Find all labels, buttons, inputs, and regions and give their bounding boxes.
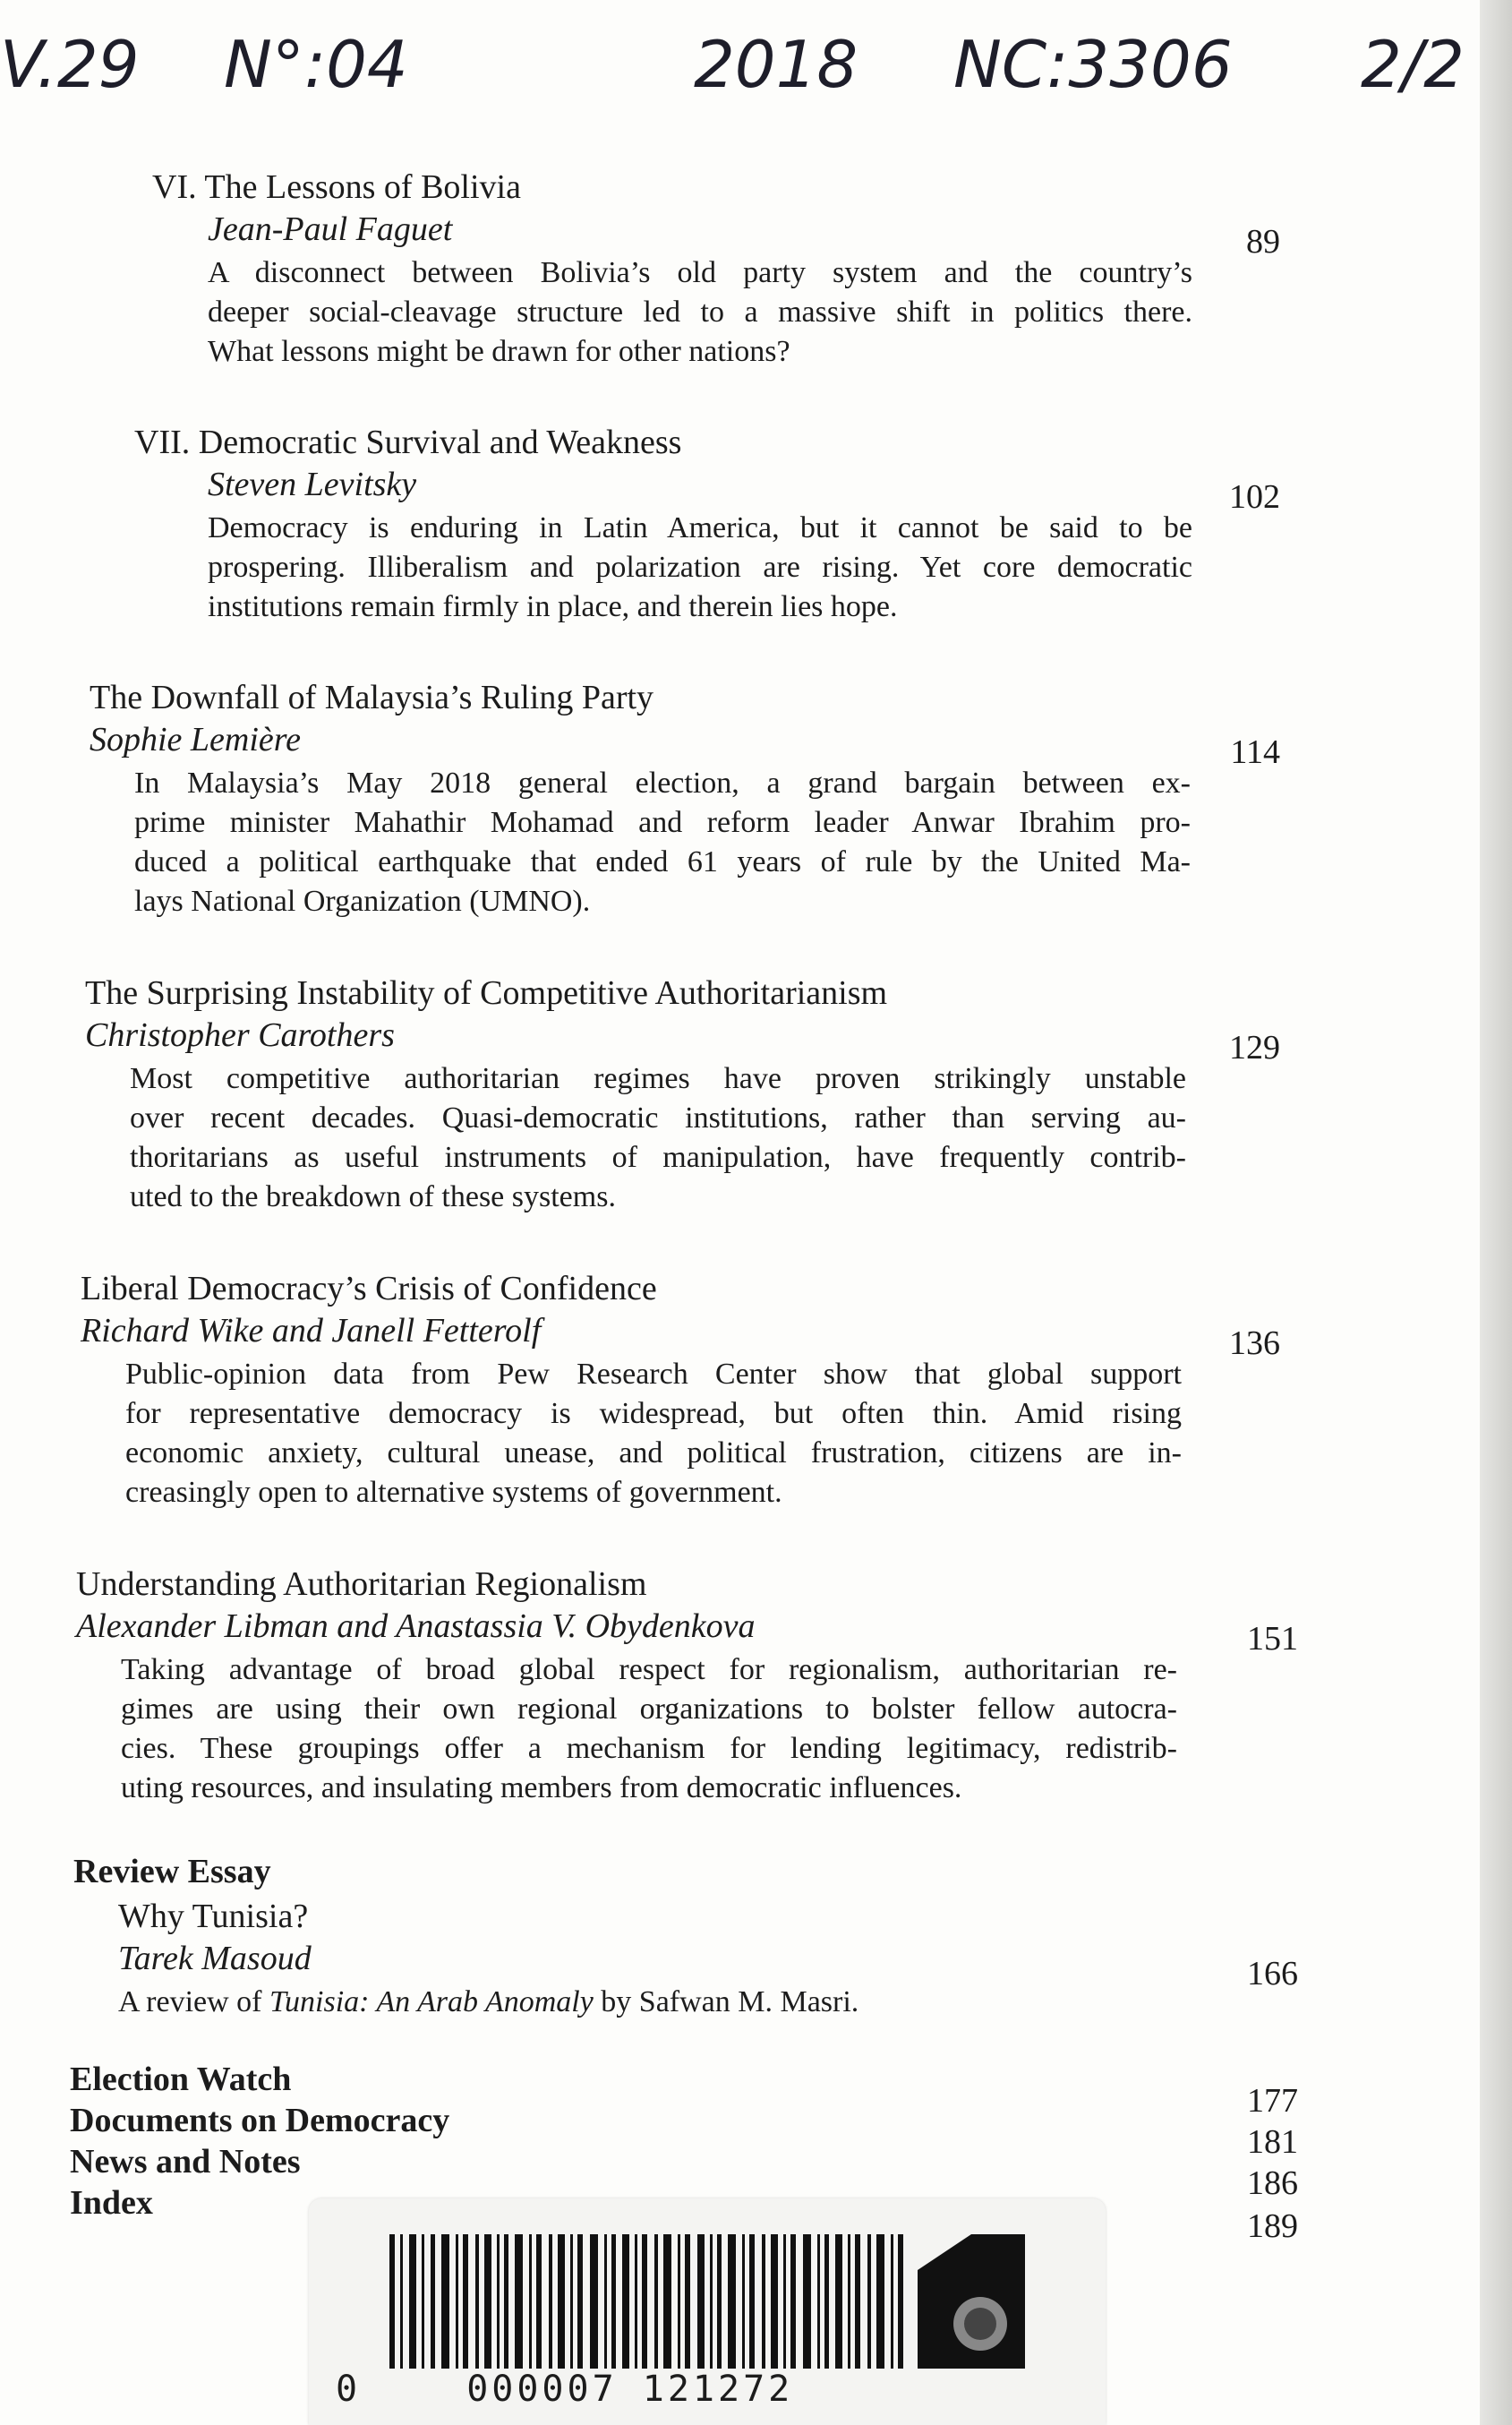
abstract-line: cies. These groupings offer a mechanism for lending legitimacy, redistrib- xyxy=(121,1732,1177,1765)
toc-entry-liberal-democracy xyxy=(81,1267,1423,1512)
handwritten-volume: V.29 xyxy=(0,27,140,102)
entry-abstract xyxy=(118,1983,1192,2022)
barcode-number xyxy=(336,2369,962,2410)
abstract-line: uted to the breakdown of these systems. xyxy=(130,1180,616,1213)
abstract-line: A disconnect between Bolivia’s old party system and the country’s xyxy=(208,256,1192,289)
abstract-line: creasingly open to alternative systems of government. xyxy=(125,1476,782,1509)
entry-title: The Downfall of Malaysia’s Ruling Party xyxy=(90,679,654,716)
handwritten-number: N°:04 xyxy=(224,27,408,102)
handwritten-part: 2/2 xyxy=(1361,27,1465,102)
back-matter-page: 189 xyxy=(1247,2207,1298,2245)
entry-abstract xyxy=(208,509,1192,627)
back-matter-documents: Documents on Democracy xyxy=(70,2102,450,2139)
entry-author: Steven Levitsky xyxy=(208,466,417,503)
abstract-line: In Malaysia’s May 2018 general election, a grand bargain between ex- xyxy=(134,767,1191,800)
abstract-line: What lessons might be drawn for other nations? xyxy=(208,335,790,368)
entry-abstract xyxy=(121,1650,1177,1808)
abstract-line: institutions remain firmly in place, and therein lies hope. xyxy=(208,590,898,623)
entry-page-number: 151 xyxy=(1247,1620,1298,1658)
review-desc-suffix: by Safwan M. Masri. xyxy=(593,1985,859,2018)
back-matter-page: 181 xyxy=(1247,2123,1298,2161)
review-desc-prefix: A review of xyxy=(118,1985,270,2018)
handwritten-call-number: NC:3306 xyxy=(953,27,1233,102)
entry-author: Sophie Lemière xyxy=(90,721,302,758)
entry-title: Understanding Authoritarian Regionalism xyxy=(76,1565,647,1603)
back-matter-news-notes: News and Notes xyxy=(70,2143,301,2181)
entry-title: VII. Democratic Survival and Weakness xyxy=(134,424,682,461)
abstract-line: Public-opinion data from Pew Research Center show that global support xyxy=(125,1358,1182,1391)
entry-author: Alexander Libman and Anastassia V. Obydenkova xyxy=(76,1607,756,1645)
entry-title: Liberal Democracy’s Crisis of Confidence xyxy=(81,1270,657,1307)
toc-entry-democratic-survival xyxy=(134,421,1477,627)
abstract-line: economic anxiety, cultural unease, and political frustration, citizens are in- xyxy=(125,1436,1182,1470)
handwritten-annotation xyxy=(0,27,1477,134)
abstract-line: duced a political earthquake that ended 61 years of rule by the United Ma- xyxy=(134,845,1191,878)
entry-title: The Surprising Instability of Competitive Authoritarianism xyxy=(85,974,888,1012)
review-book-title: Tunisia: An Arab Anomaly xyxy=(269,1985,594,2018)
entry-page-number: 129 xyxy=(1229,1029,1280,1067)
abstract-line: Democracy is enduring in Latin America, but it cannot be said to be xyxy=(208,511,1192,544)
abstract-line: lays National Organization (UMNO). xyxy=(134,885,591,918)
barcode-bars xyxy=(389,2234,909,2369)
abstract-line: Taking advantage of broad global respect for regionalism, authoritarian re- xyxy=(121,1653,1177,1686)
back-matter-election-watch: Election Watch xyxy=(70,2061,292,2098)
entry-abstract xyxy=(134,764,1191,921)
entry-page-number: 114 xyxy=(1230,733,1280,771)
entry-abstract xyxy=(130,1059,1186,1217)
entry-page-number: 89 xyxy=(1246,223,1280,261)
library-barcode-label xyxy=(309,2198,1106,2425)
entry-page-number: 136 xyxy=(1229,1324,1280,1362)
entry-title: Why Tunisia? xyxy=(118,1898,309,1935)
abstract-line: gimes are using their own regional organizations to bolster fellow autocra- xyxy=(121,1692,1177,1726)
back-matter-index: Index xyxy=(70,2184,153,2222)
entry-author: Jean-Paul Faguet xyxy=(208,210,453,248)
toc-entry-authoritarian-regionalism xyxy=(76,1563,1419,1808)
entry-author: Christopher Carothers xyxy=(85,1016,395,1054)
abstract-line: for representative democracy is widespread, but often thin. Amid rising xyxy=(125,1397,1182,1430)
abstract-line: uting resources, and insulating members from democratic influences. xyxy=(121,1771,962,1804)
abstract-line: deeper social-cleavage structure led to a massive shift in politics there. xyxy=(208,296,1192,329)
abstract-line: prime minister Mahathir Mohamad and reform leader Anwar Ibrahim pro- xyxy=(134,806,1191,839)
abstract-line: prospering. Illiberalism and polarization are rising. Yet core democratic xyxy=(208,551,1192,584)
abstract-line: Most competitive authoritarian regimes have proven strikingly unstable xyxy=(130,1062,1186,1095)
barcode-left-digit: 0 xyxy=(336,2369,362,2410)
entry-abstract xyxy=(208,253,1192,372)
toc-entry-bolivia xyxy=(152,166,1495,372)
toc-entry-competitive-authoritarianism xyxy=(85,972,1428,1217)
entry-page-number: 102 xyxy=(1229,478,1280,516)
handwritten-year: 2018 xyxy=(694,27,859,102)
entry-title: VI. The Lessons of Bolivia xyxy=(152,168,521,206)
entry-author: Richard Wike and Janell Fetterolf xyxy=(81,1312,542,1350)
library-logo-icon xyxy=(918,2234,1025,2369)
back-matter-page: 186 xyxy=(1247,2164,1298,2202)
toc-entry-malaysia xyxy=(90,676,1432,921)
abstract-line: over recent decades. Quasi-democratic institutions, rather than serving au- xyxy=(130,1101,1186,1135)
back-matter-page: 177 xyxy=(1247,2082,1298,2120)
entry-page-number: 166 xyxy=(1247,1955,1298,1992)
review-essay-heading: Review Essay xyxy=(73,1853,271,1890)
entry-abstract xyxy=(125,1355,1182,1512)
abstract-line: thoritarians as useful instruments of manipulation, have frequently contrib- xyxy=(130,1141,1186,1174)
entry-author: Tarek Masoud xyxy=(118,1940,312,1977)
barcode-digits: 000007 121272 xyxy=(466,2369,794,2410)
